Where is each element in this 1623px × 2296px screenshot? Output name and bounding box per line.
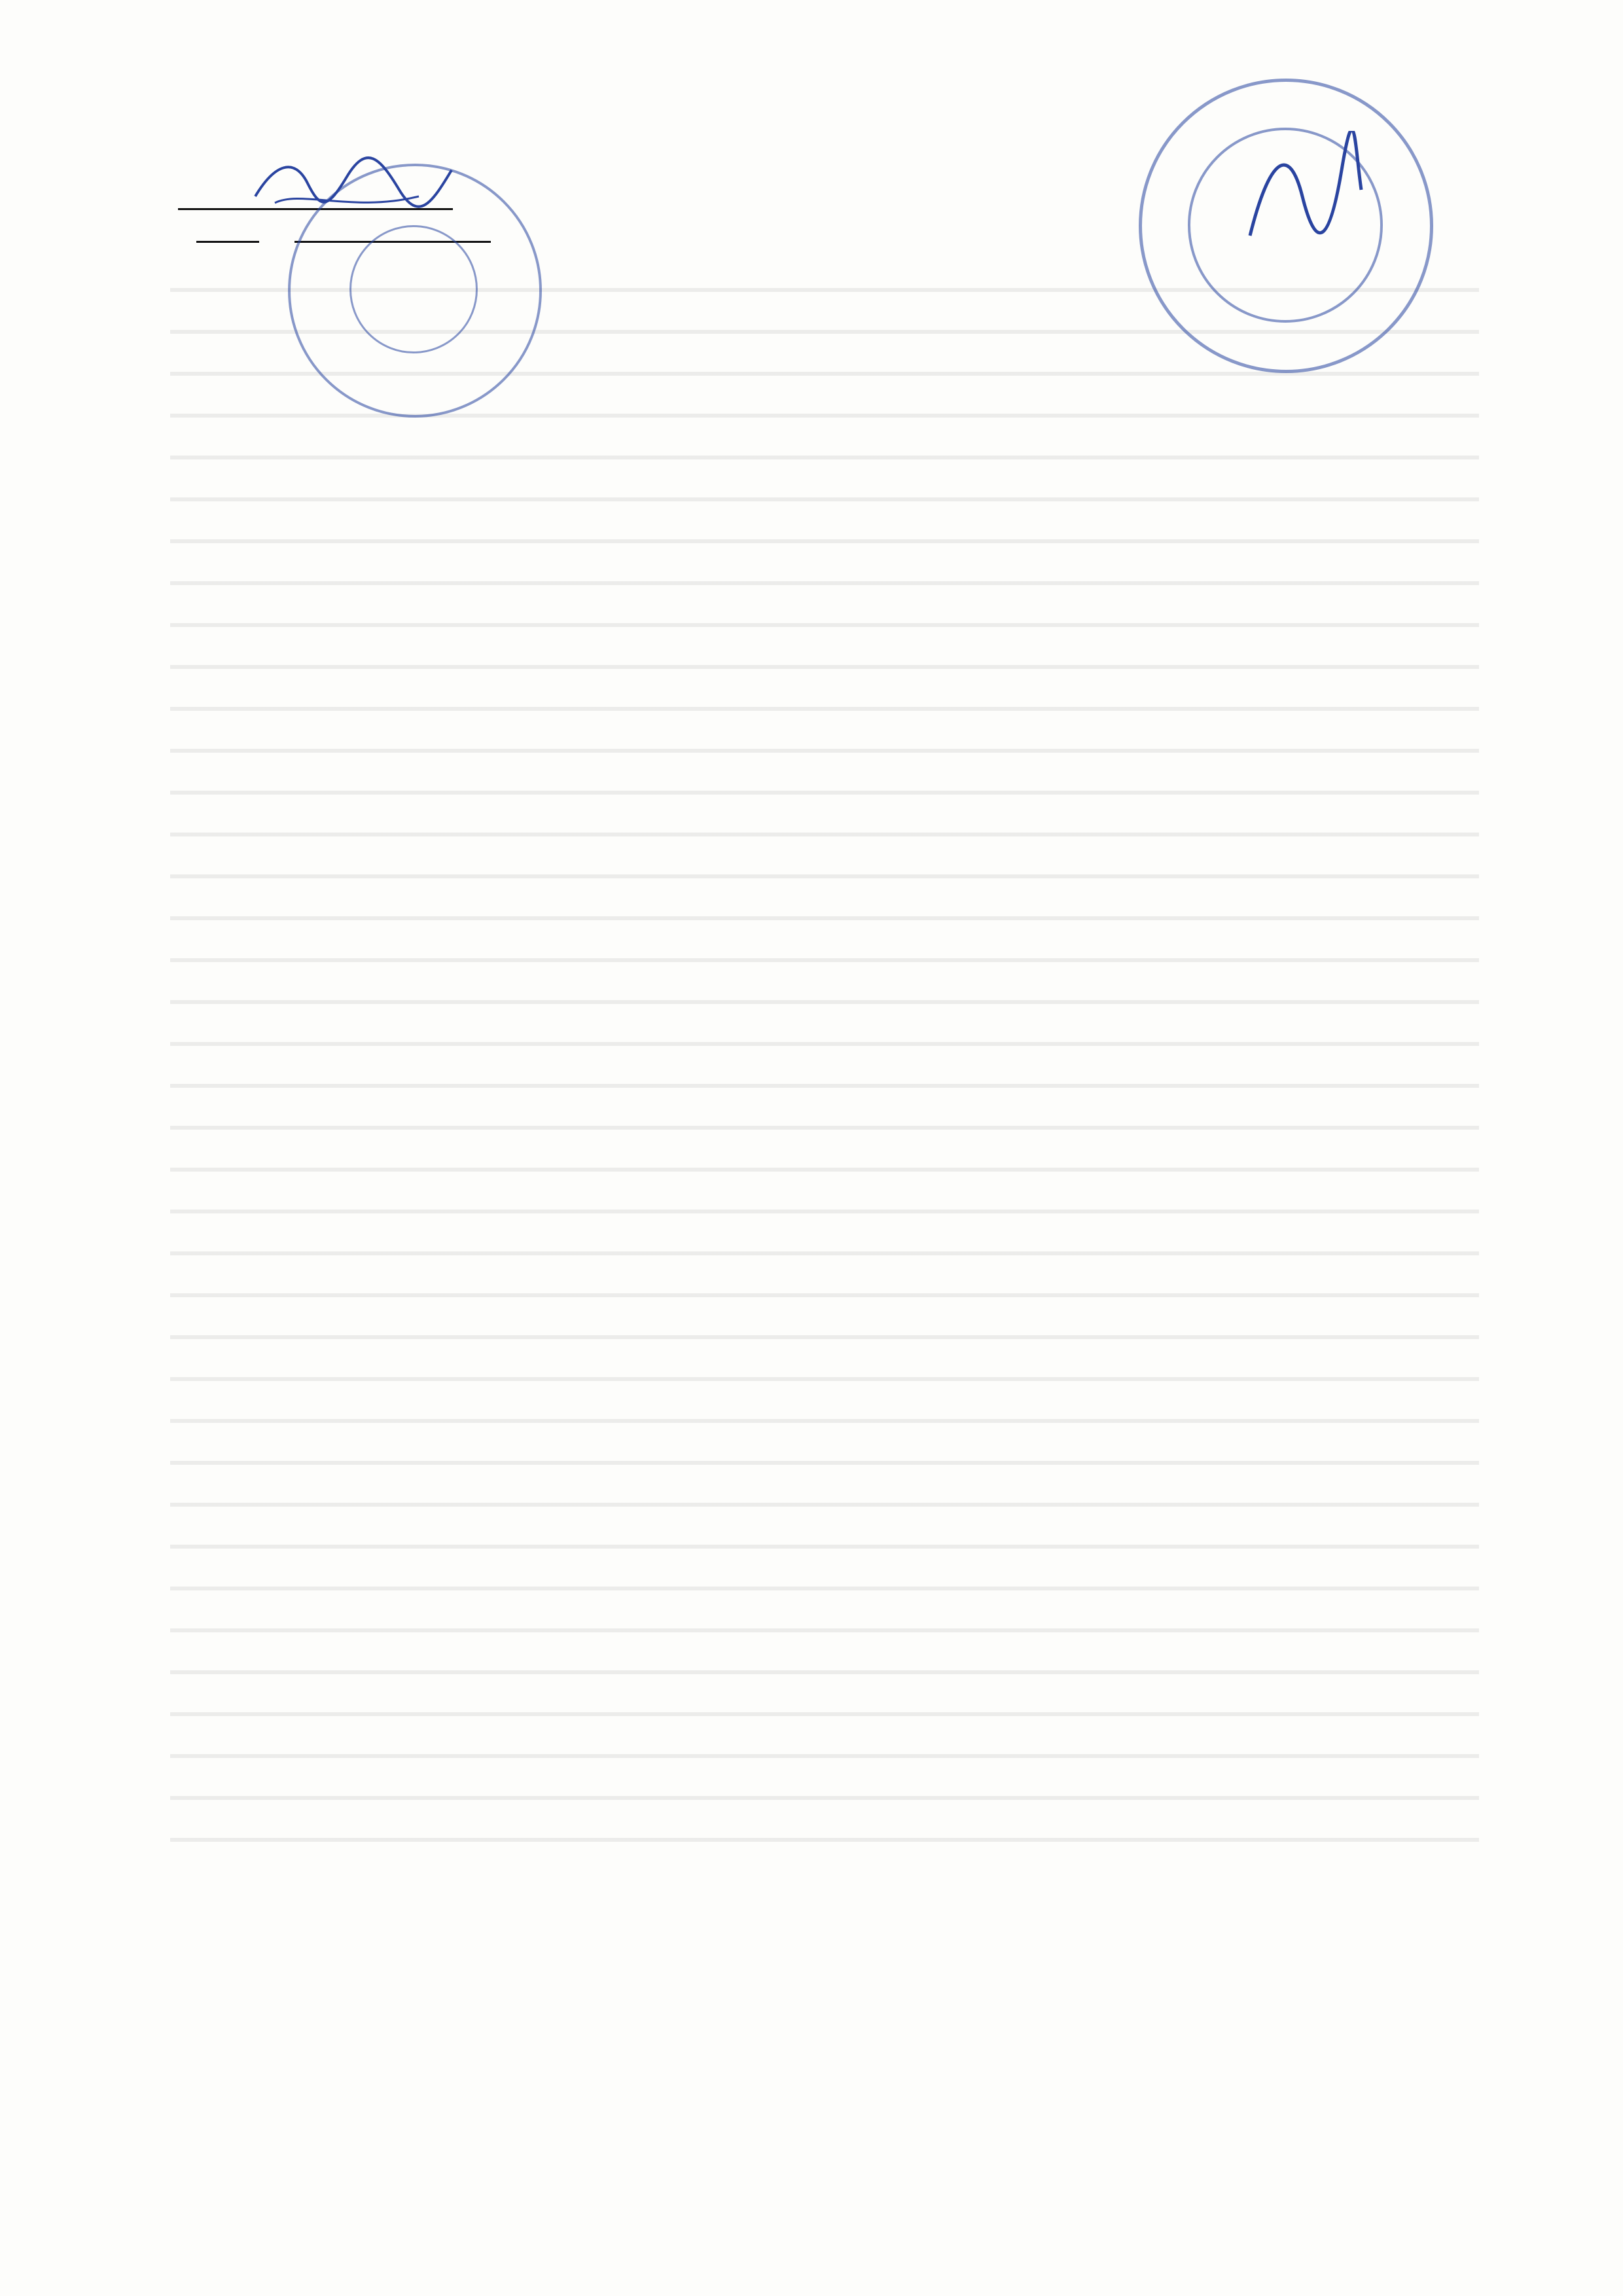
date-day-line: [196, 241, 259, 243]
director-signature-right: [1230, 131, 1374, 262]
school-seal-inner-ring: [349, 225, 478, 353]
footer-bleed: [982, 2219, 986, 2236]
bleed-through-background: [170, 288, 1479, 1859]
school-seal: [288, 164, 542, 418]
